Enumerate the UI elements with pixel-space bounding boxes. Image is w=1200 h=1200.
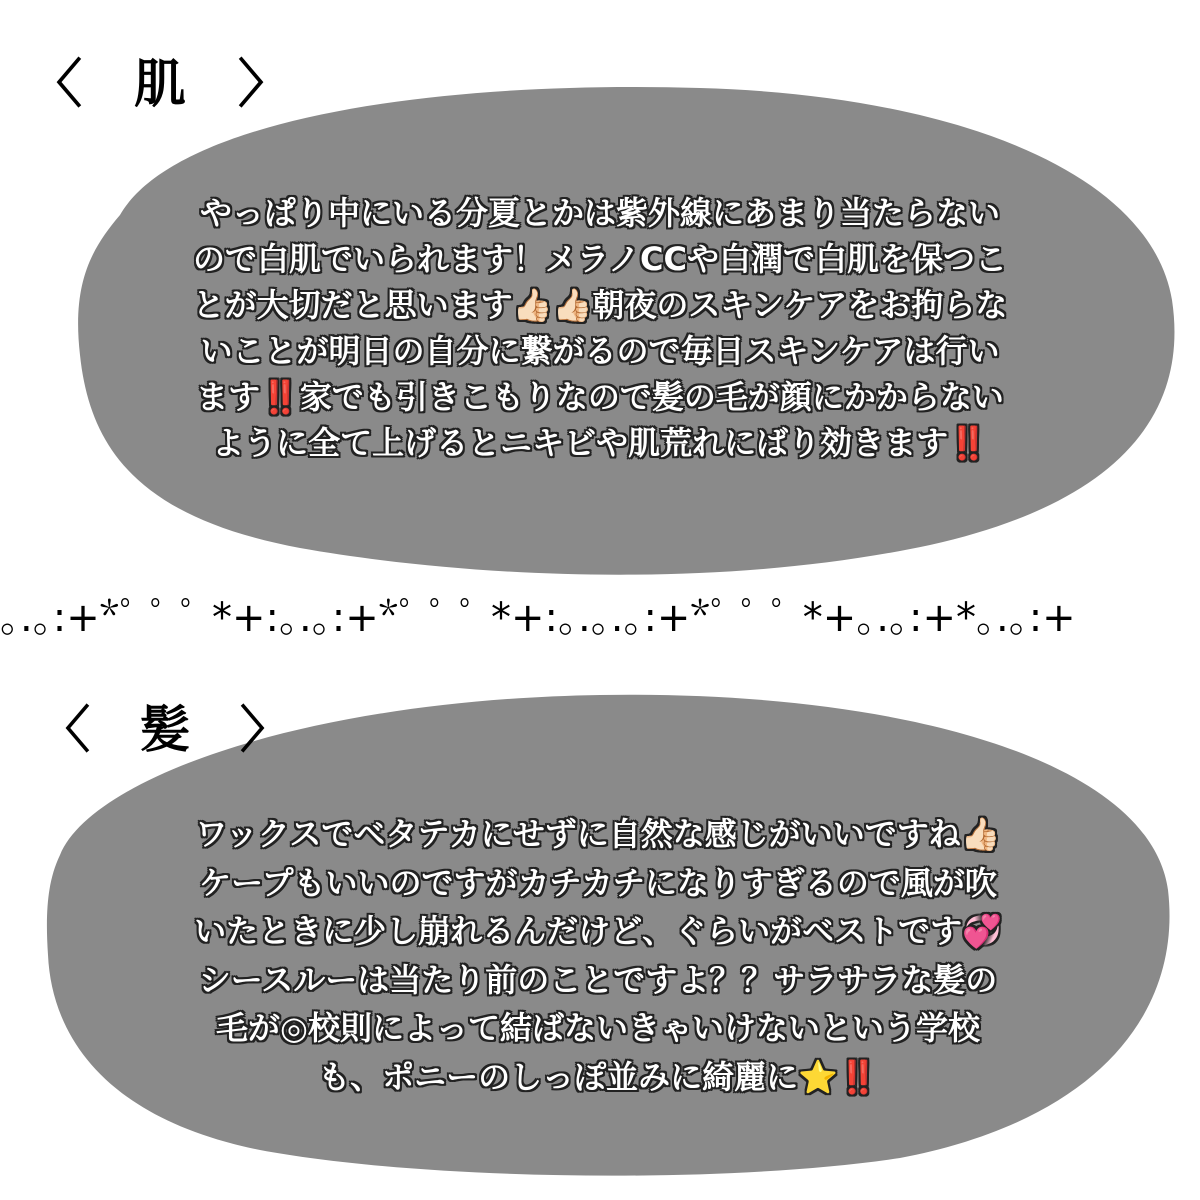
- skin-line-6: ように全て上げるとニキビや肌荒れにばり効きます‼️: [212, 424, 988, 462]
- hair-line-4: シースルーは当たり前のことですよ？？サラサラな髪の: [198, 960, 998, 999]
- decorative-divider: ｡.｡:+*ﾟ ﾟ ﾟ *+:｡.｡:+*ﾟ ﾟ ﾟ *+:｡.｡.｡:+*ﾟ ﾟ ﾟ *+｡.｡:+*｡.｡:+: [0, 595, 1076, 641]
- hair-line-1: ワックスでベタテカにせずに自然な感じがいいですね👍🏻: [195, 815, 1001, 853]
- skin-line-3: とが大切だと思います👍🏻👍🏻朝夜のスキンケアをお拘らな: [192, 286, 1008, 324]
- skin-line-4: いことが明日の自分に繋がるので毎日スキンケアは行い: [200, 332, 1000, 370]
- heading-skin: 〈 肌 〉: [30, 55, 291, 115]
- hair-line-6: も、ポニーのしっぽ並みに綺麗に⭐️‼️: [318, 1057, 878, 1096]
- skin-line-5: ます‼️家でも引きこもりなので髪の毛が顔にかからない: [196, 378, 1004, 416]
- hair-line-5: 毛が◎校則によって結ばないきゃいけないという学校: [216, 1009, 980, 1047]
- skin-line-2: ので白肌でいられます！メラノCCや白潤で白肌を保つこ: [192, 240, 1007, 278]
- hair-paragraph: [118, 810, 1078, 1101]
- skin-line-1: やっぱり中にいる分夏とかは紫外線にあまり当たらない: [199, 194, 1000, 232]
- hair-line-3: いたときに少し崩れるんだけど、ぐらいがベストです💞: [194, 912, 1002, 950]
- hair-line-2: ケープもいいのですがカチカチになりすぎるので風が吹: [199, 863, 997, 902]
- skin-paragraph: [150, 190, 1050, 466]
- heading-hair: 〈 髪 〉: [40, 701, 290, 759]
